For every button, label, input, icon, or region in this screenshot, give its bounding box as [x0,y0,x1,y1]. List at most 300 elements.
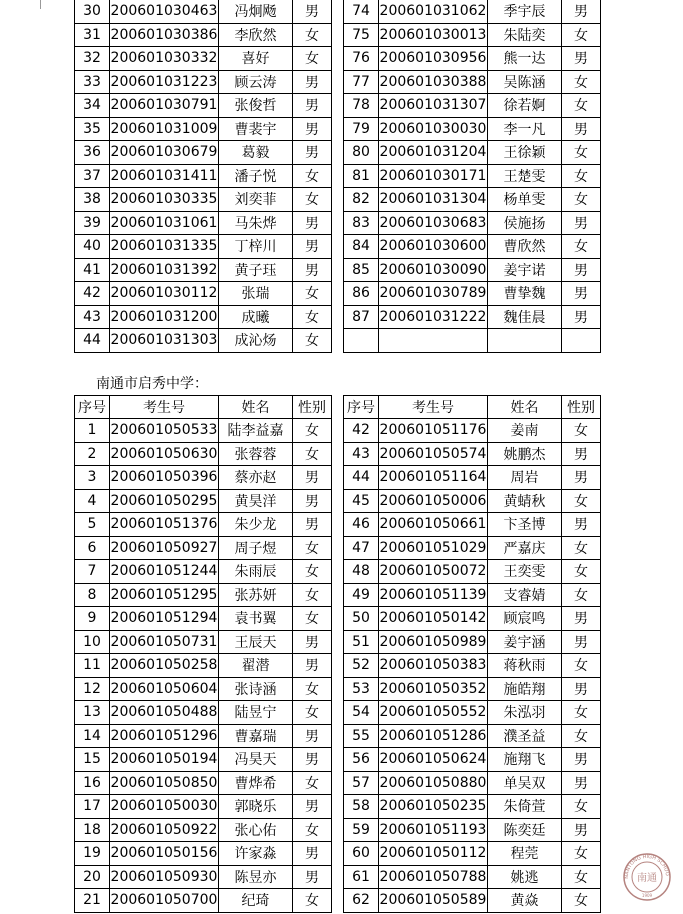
student-name-cell: 顾云涛 [219,70,293,94]
student-name-cell: 魏佳晨 [488,305,562,329]
candidate-id-cell: 200601051176 [379,419,488,443]
table-row [75,23,601,47]
table-row [75,583,601,607]
column-gap [332,583,344,607]
student-name-cell: 冯炯飏 [219,0,293,23]
gender-cell: 女 [562,654,601,678]
table-row [75,258,601,282]
candidate-id-cell: 200601030030 [379,117,488,141]
gender-cell: 女 [293,23,332,47]
gender-cell: 女 [293,583,332,607]
seq-cell: 78 [344,94,379,118]
seq-cell: 45 [344,489,379,513]
column-header: 序号 [75,396,110,419]
gender-cell: 女 [562,188,601,212]
candidate-id-cell: 200601050788 [379,865,488,889]
gender-cell: 男 [293,865,332,889]
gender-cell: 女 [562,795,601,819]
seq-cell: 16 [75,771,110,795]
candidate-id-cell: 200601051029 [379,536,488,560]
candidate-id-cell: 200601051139 [379,583,488,607]
candidate-id-cell: 200601050396 [110,466,219,490]
gender-cell: 女 [562,842,601,866]
student-name-cell: 顾宸鸣 [488,607,562,631]
gender-cell: 女 [562,23,601,47]
candidate-id-cell: 200601050589 [379,889,488,913]
column-gap [332,724,344,748]
gender-cell: 男 [562,771,601,795]
gender-cell: 男 [562,513,601,537]
gender-cell: 女 [293,188,332,212]
student-name-cell: 王奕雯 [488,560,562,584]
candidate-id-cell: 200601030335 [110,188,219,212]
candidate-id-cell: 200601030600 [379,235,488,259]
seq-cell: 54 [344,701,379,725]
seq-cell: 18 [75,818,110,842]
column-gap [332,305,344,329]
seq-cell: 6 [75,536,110,560]
table-row [75,466,601,490]
gender-cell: 男 [293,211,332,235]
gender-cell: 女 [562,164,601,188]
table-row [75,865,601,889]
gender-cell: 女 [293,677,332,701]
seq-cell: 59 [344,818,379,842]
student-name-cell: 蒋秋雨 [488,654,562,678]
seq-cell: 44 [75,329,110,353]
candidate-id-cell: 200601030679 [110,141,219,165]
table-row [75,536,601,560]
seq-cell: 42 [344,419,379,443]
seq-cell: 47 [344,536,379,560]
student-name-cell: 姚逃 [488,865,562,889]
student-name-cell: 朱倚萱 [488,795,562,819]
student-name-cell: 王辰天 [219,630,293,654]
seq-cell: 44 [344,466,379,490]
student-name-cell: 曹嘉瑞 [219,724,293,748]
seq-cell: 37 [75,164,110,188]
gender-cell: 男 [562,630,601,654]
column-gap [332,865,344,889]
gender-cell: 女 [293,419,332,443]
seq-cell: 53 [344,677,379,701]
column-header: 性别 [293,396,332,419]
seq-cell: 42 [75,282,110,306]
gender-cell: 男 [562,117,601,141]
gender-cell: 女 [293,164,332,188]
column-gap [332,701,344,725]
candidate-id-cell: 200601050295 [110,489,219,513]
student-name-cell: 单吴双 [488,771,562,795]
student-name-cell: 张苏妍 [219,583,293,607]
student-name-cell: 张俊哲 [219,94,293,118]
student-name-cell: 曹挚魏 [488,282,562,306]
student-name-cell: 纪琦 [219,889,293,913]
candidate-id-cell: 200601030388 [379,70,488,94]
candidate-id-cell: 200601031307 [379,94,488,118]
candidate-id-cell: 200601050142 [379,607,488,631]
student-name-cell: 李一凡 [488,117,562,141]
gender-cell: 男 [293,235,332,259]
student-name-cell: 朱泓羽 [488,701,562,725]
seq-cell: 81 [344,164,379,188]
student-name-cell: 黄蜻秋 [488,489,562,513]
student-name-cell: 周子煜 [219,536,293,560]
school-section-title: 南通市启秀中学： [96,376,208,392]
candidate-id-cell: 200601031411 [110,164,219,188]
student-name-cell: 曹欣然 [488,235,562,259]
column-gap [332,818,344,842]
gender-cell: 男 [562,47,601,71]
seq-cell: 15 [75,748,110,772]
gender-cell: 女 [562,70,601,94]
table-row [75,141,601,165]
table-row [75,0,601,23]
seq-cell: 10 [75,630,110,654]
candidate-id-cell: 200601051296 [110,724,219,748]
candidate-id-cell: 200601050352 [379,677,488,701]
seq-cell: 21 [75,889,110,913]
table-row [75,889,601,913]
gender-cell: 女 [562,141,601,165]
gender-cell: 女 [562,94,601,118]
candidate-id-cell: 200601051244 [110,560,219,584]
gender-cell: 女 [293,47,332,71]
student-name-cell: 季宇辰 [488,0,562,23]
candidate-id-cell: 200601050072 [379,560,488,584]
seq-cell: 38 [75,188,110,212]
column-gap [332,23,344,47]
student-name-cell: 姚鹏杰 [488,442,562,466]
student-name-cell: 严嘉庆 [488,536,562,560]
candidate-id-cell: 200601050488 [110,701,219,725]
table-row [75,117,601,141]
student-name-cell: 熊一达 [488,47,562,71]
student-name-cell: 袁书翼 [219,607,293,631]
student-name-cell: 吴陈涵 [488,70,562,94]
student-name-cell: 冯昊天 [219,748,293,772]
table-row [75,513,601,537]
candidate-id-cell: 200601051286 [379,724,488,748]
table-row [75,560,601,584]
table-row [75,282,601,306]
table-row [75,188,601,212]
seq-cell: 76 [344,47,379,71]
student-name-cell: 王徐颖 [488,141,562,165]
school-seal-watermark [622,852,672,902]
student-name-cell: 卞圣博 [488,513,562,537]
gender-cell: 女 [562,889,601,913]
column-gap [332,188,344,212]
column-gap [332,70,344,94]
student-name-cell: 成曦 [219,305,293,329]
student-name-cell: 陈奕廷 [488,818,562,842]
column-gap [332,141,344,165]
candidate-id-cell: 200601050989 [379,630,488,654]
gender-cell: 女 [293,442,332,466]
column-gap [332,94,344,118]
student-name-cell: 曹烨希 [219,771,293,795]
column-gap [332,795,344,819]
gender-cell: 男 [562,305,601,329]
candidate-id-cell: 200601031009 [110,117,219,141]
column-header: 考生号 [110,396,219,419]
candidate-id-cell: 200601030090 [379,258,488,282]
seq-cell: 61 [344,865,379,889]
seq-cell: 84 [344,235,379,259]
student-name-cell: 陈昱亦 [219,865,293,889]
student-name-cell: 周岩 [488,466,562,490]
seq-cell: 43 [75,305,110,329]
column-gap [332,396,344,419]
candidate-id-cell: 200601050533 [110,419,219,443]
column-gap [332,771,344,795]
seq-cell: 58 [344,795,379,819]
seq-cell: 74 [344,0,379,23]
gender-cell: 男 [293,258,332,282]
gender-cell: 女 [293,771,332,795]
table-row [75,442,601,466]
student-name-cell: 蔡亦赵 [219,466,293,490]
gender-cell: 男 [562,818,601,842]
table-row [75,70,601,94]
candidate-id-cell [379,329,488,353]
gender-cell: 男 [293,748,332,772]
column-gap [332,630,344,654]
candidate-id-cell: 200601031223 [110,70,219,94]
student-name-cell: 陆李益嘉 [219,419,293,443]
student-name-cell: 刘奕菲 [219,188,293,212]
candidate-id-cell: 200601050922 [110,818,219,842]
column-gap [332,677,344,701]
column-gap [332,211,344,235]
column-gap [332,47,344,71]
gender-cell: 女 [293,560,332,584]
seq-cell: 2 [75,442,110,466]
student-name-cell: 黄昊洋 [219,489,293,513]
candidate-id-cell: 200601031303 [110,329,219,353]
student-name-cell: 马朱烨 [219,211,293,235]
gender-cell: 女 [562,583,601,607]
page-corner-mark [40,0,41,9]
column-gap [332,466,344,490]
gender-cell: 男 [293,489,332,513]
gender-cell: 女 [293,607,332,631]
candidate-id-cell: 200601050700 [110,889,219,913]
candidate-id-cell: 200601051193 [379,818,488,842]
seq-cell: 41 [75,258,110,282]
student-name-cell: 张心佑 [219,818,293,842]
table-row [75,630,601,654]
candidate-id-cell: 200601050731 [110,630,219,654]
student-name-cell: 喜好 [219,47,293,71]
seal-year-text: 1909 [641,893,653,898]
seq-cell: 5 [75,513,110,537]
candidate-id-cell: 200601050006 [379,489,488,513]
column-gap [332,842,344,866]
gender-cell: 女 [562,536,601,560]
seq-cell: 3 [75,466,110,490]
candidate-id-cell: 200601030171 [379,164,488,188]
candidate-id-cell: 200601031222 [379,305,488,329]
column-gap [332,419,344,443]
gender-cell: 女 [293,305,332,329]
candidate-id-cell: 200601050927 [110,536,219,560]
candidate-id-cell: 200601050850 [110,771,219,795]
column-gap [332,164,344,188]
column-gap [332,748,344,772]
seq-cell: 83 [344,211,379,235]
seq-cell: 51 [344,630,379,654]
column-header: 考生号 [379,396,488,419]
seq-cell: 35 [75,117,110,141]
gender-cell: 男 [293,0,332,23]
column-gap [332,889,344,913]
table-row [75,607,601,631]
student-name-cell: 李欣然 [219,23,293,47]
candidate-id-cell: 200601031304 [379,188,488,212]
candidate-id-cell: 200601031392 [110,258,219,282]
gender-cell: 男 [293,724,332,748]
student-name-cell: 黄子珏 [219,258,293,282]
student-name-cell: 张蓉蓉 [219,442,293,466]
seq-cell: 9 [75,607,110,631]
column-gap [332,654,344,678]
column-header: 性别 [562,396,601,419]
column-gap [332,0,344,23]
candidate-id-cell: 200601051164 [379,466,488,490]
seq-cell: 82 [344,188,379,212]
student-name-cell: 翟潜 [219,654,293,678]
table-row [75,94,601,118]
student-name-cell: 许家淼 [219,842,293,866]
candidate-id-cell: 200601031062 [379,0,488,23]
seq-cell: 50 [344,607,379,631]
column-gap [332,489,344,513]
gender-cell: 女 [562,419,601,443]
seq-cell: 87 [344,305,379,329]
seq-cell: 57 [344,771,379,795]
candidate-id-cell: 200601051295 [110,583,219,607]
table-row [75,724,601,748]
column-gap [332,607,344,631]
table-row [75,818,601,842]
student-name-cell: 葛毅 [219,141,293,165]
student-name-cell: 施皓翔 [488,677,562,701]
gender-cell: 男 [293,654,332,678]
candidate-id-cell: 200601030789 [379,282,488,306]
gender-cell: 女 [562,489,601,513]
seq-cell: 19 [75,842,110,866]
gender-cell: 男 [293,117,332,141]
seq-cell: 14 [75,724,110,748]
gender-cell: 男 [562,607,601,631]
seq-cell: 17 [75,795,110,819]
seq-cell: 79 [344,117,379,141]
gender-cell: 男 [562,748,601,772]
student-name-cell: 郭晓乐 [219,795,293,819]
gender-cell: 男 [562,282,601,306]
seq-cell: 49 [344,583,379,607]
column-gap [332,117,344,141]
candidate-id-cell: 200601051294 [110,607,219,631]
candidate-id-cell: 200601050235 [379,795,488,819]
gender-cell: 男 [293,795,332,819]
candidate-id-cell: 200601050112 [379,842,488,866]
candidate-id-cell: 200601031061 [110,211,219,235]
table-row [75,305,601,329]
seq-cell: 33 [75,70,110,94]
table-row [75,795,601,819]
roster-table-qixiu [74,395,601,913]
student-name-cell [488,329,562,353]
table-row [75,654,601,678]
student-name-cell: 支睿婧 [488,583,562,607]
gender-cell: 男 [293,466,332,490]
seq-cell: 43 [344,442,379,466]
column-header: 姓名 [219,396,293,419]
gender-cell: 男 [293,513,332,537]
seq-cell: 1 [75,419,110,443]
student-name-cell: 张诗涵 [219,677,293,701]
student-name-cell: 朱少龙 [219,513,293,537]
student-name-cell: 姜南 [488,419,562,443]
seq-cell: 55 [344,724,379,748]
candidate-id-cell: 200601030956 [379,47,488,71]
column-gap [332,513,344,537]
column-gap [332,560,344,584]
seq-cell: 48 [344,560,379,584]
candidate-id-cell: 200601050604 [110,677,219,701]
candidate-id-cell: 200601051376 [110,513,219,537]
gender-cell: 男 [562,677,601,701]
table-row [75,329,601,353]
table-row [75,419,601,443]
gender-cell: 男 [562,0,601,23]
candidate-id-cell: 200601030463 [110,0,219,23]
student-name-cell: 程莞 [488,842,562,866]
student-name-cell: 成沁炀 [219,329,293,353]
student-name-cell: 濮圣益 [488,724,562,748]
seq-cell: 30 [75,0,110,23]
seq-cell: 80 [344,141,379,165]
seq-cell: 12 [75,677,110,701]
gender-cell: 男 [562,466,601,490]
table-row [75,164,601,188]
candidate-id-cell: 200601030386 [110,23,219,47]
gender-cell: 女 [293,701,332,725]
student-name-cell: 侯施扬 [488,211,562,235]
seq-cell [344,329,379,353]
gender-cell: 女 [293,536,332,560]
gender-cell: 男 [562,211,601,235]
student-name-cell: 陆昱宁 [219,701,293,725]
column-gap [332,536,344,560]
candidate-id-cell: 200601050258 [110,654,219,678]
student-name-cell: 徐若婀 [488,94,562,118]
seq-cell: 86 [344,282,379,306]
gender-cell: 男 [293,94,332,118]
gender-cell: 女 [293,818,332,842]
candidate-id-cell: 200601031335 [110,235,219,259]
column-gap [332,258,344,282]
roster-table-qixiu-body [75,396,601,913]
seq-cell: 36 [75,141,110,165]
candidate-id-cell: 200601031204 [379,141,488,165]
seq-cell: 32 [75,47,110,71]
gender-cell: 女 [293,329,332,353]
column-header: 序号 [344,396,379,419]
